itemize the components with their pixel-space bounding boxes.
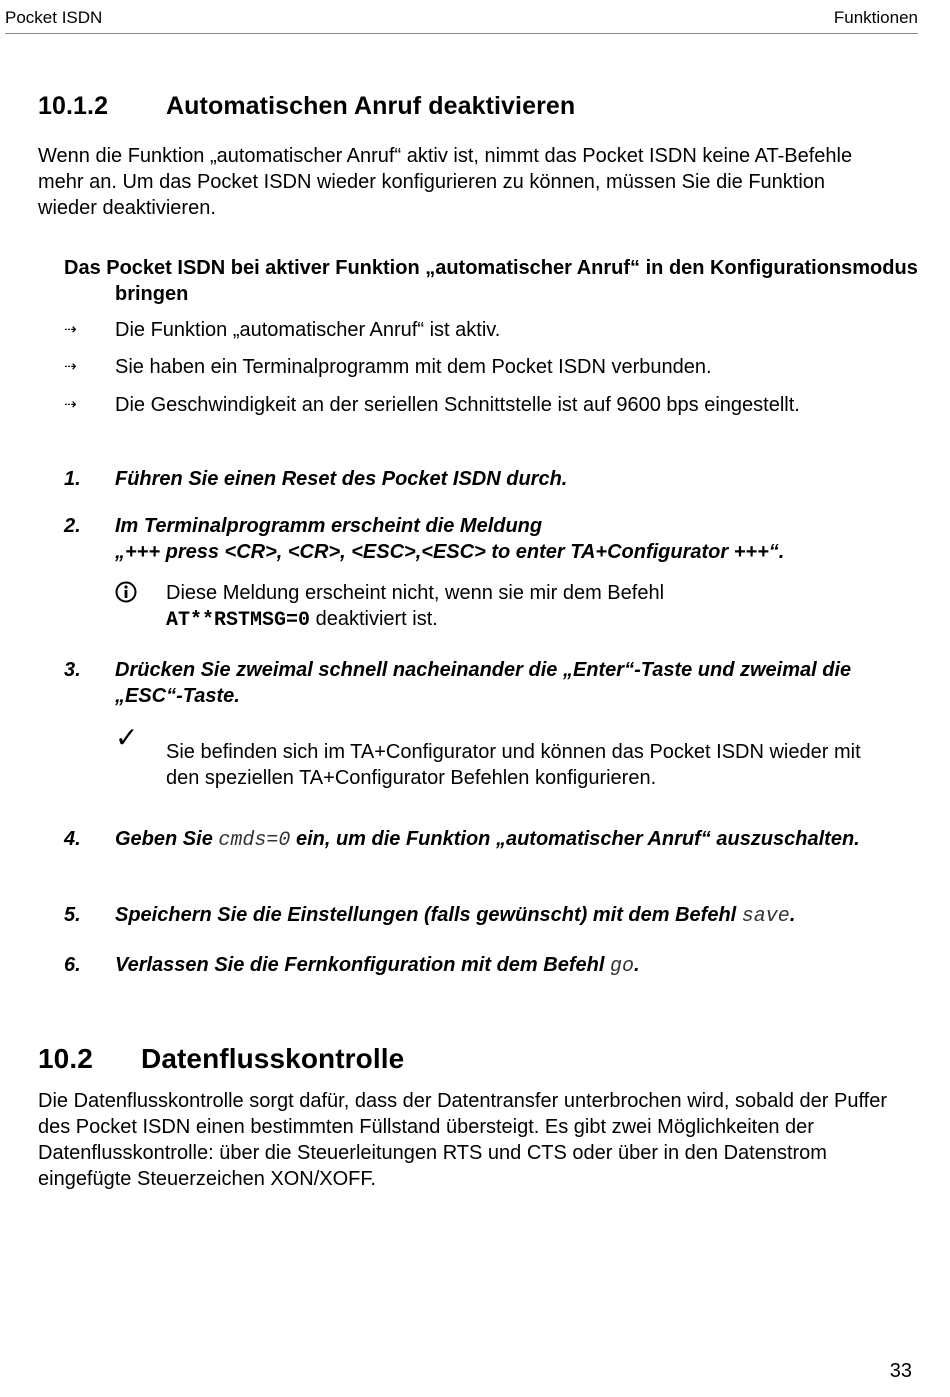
section-heading-10-1-2 [38, 92, 575, 121]
step-number: 2. [64, 515, 81, 537]
step-number: 5. [64, 904, 81, 926]
page-header [5, 0, 918, 34]
prerequisite-text: Die Geschwindigkeit an der seriellen Schnittstelle ist auf 9600 bps eingestellt. [115, 394, 800, 416]
step-command: save [741, 905, 790, 928]
step-text: Drücken Sie zweimal schnell nacheinander die „Enter“-Taste und zweimal die „ESC“-Taste. [115, 659, 852, 707]
body-paragraph: Die Datenflusskontrolle sorgt dafür, dass der Datentransfer unterbrochen wird, sobald der Puffer des Pocket ISDN einen bestimmten Füllstand übersteigt. Es gibt zwei Möglichkeiten der Datenflusskontrolle: über die Steuerleitungen RTS und CTS oder über in den Datenstrom eingefügte Steuerzeichen XON/XOFF. [38, 1090, 887, 1190]
result-text: Sie befinden sich im TA+Configurator und können das Pocket ISDN wieder mit den speziellen TA+Configurator Befehlen konfigurieren. [166, 741, 861, 789]
step-text: Verlassen Sie die Fernkonfiguration mit dem Befehl [115, 954, 610, 976]
arrow-icon: ⇢ [64, 321, 77, 338]
section-title: Datenflusskontrolle [141, 1043, 405, 1074]
header-chapter: Funktionen [833, 8, 918, 27]
prerequisite-text: Sie haben ein Terminalprogramm mit dem Pocket ISDN verbunden. [115, 356, 712, 378]
terminal-message: „+++ press <CR>, <CR>, <ESC>,<ESC> to enter TA+Configurator +++“. [115, 541, 785, 563]
section-title: Automatischen Anruf deaktivieren [166, 92, 576, 120]
prerequisite-text: Die Funktion „automatischer Anruf“ ist aktiv. [115, 319, 501, 341]
step-text-end: . [789, 904, 796, 926]
section-number: 10.1.2 [38, 92, 109, 120]
note-text-end: deaktiviert ist. [310, 608, 438, 630]
page-number: 33 [889, 1360, 912, 1382]
procedure-title: Das Pocket ISDN bei aktiver Funktion „automatischer Anruf“ in den Konfigurationsmodus bringen [64, 257, 918, 305]
intro-paragraph: Wenn die Funktion „automatischer Anruf“ aktiv ist, nimmt das Pocket ISDN keine AT-Befehle mehr an. Um das Pocket ISDN wieder konfigurieren zu können, müssen Sie die Funktion wieder deaktivieren. [38, 145, 853, 219]
step-command: go [609, 955, 634, 978]
step-text: Speichern Sie die Einstellungen (falls gewünscht) mit dem Befehl [115, 904, 742, 926]
step-number: 6. [64, 954, 81, 976]
note-text: Diese Meldung erscheint nicht, wenn sie mir dem Befehl [166, 582, 665, 604]
step-text: Geben Sie [115, 828, 219, 850]
step-text: Im Terminalprogramm erscheint die Meldung [115, 515, 543, 537]
header-product: Pocket ISDN [5, 8, 103, 27]
arrow-icon: ⇢ [64, 358, 77, 375]
arrow-icon: ⇢ [64, 396, 77, 413]
checkmark-icon: ✓ [115, 721, 139, 754]
section-heading-10-2 [38, 1043, 404, 1075]
step-command: cmds=0 [218, 829, 291, 852]
info-icon [115, 581, 137, 603]
note-command: AT**RSTMSG=0 [166, 609, 311, 632]
step-number: 3. [64, 659, 81, 681]
step-number: 1. [64, 468, 81, 490]
step-number: 4. [64, 828, 81, 850]
section-number: 10.2 [38, 1043, 93, 1074]
step-text-end: ein, um die Funktion „automatischer Anruf“ auszuschalten. [290, 828, 860, 850]
step-text: Führen Sie einen Reset des Pocket ISDN durch. [115, 468, 568, 490]
step-text-end: . [633, 954, 640, 976]
